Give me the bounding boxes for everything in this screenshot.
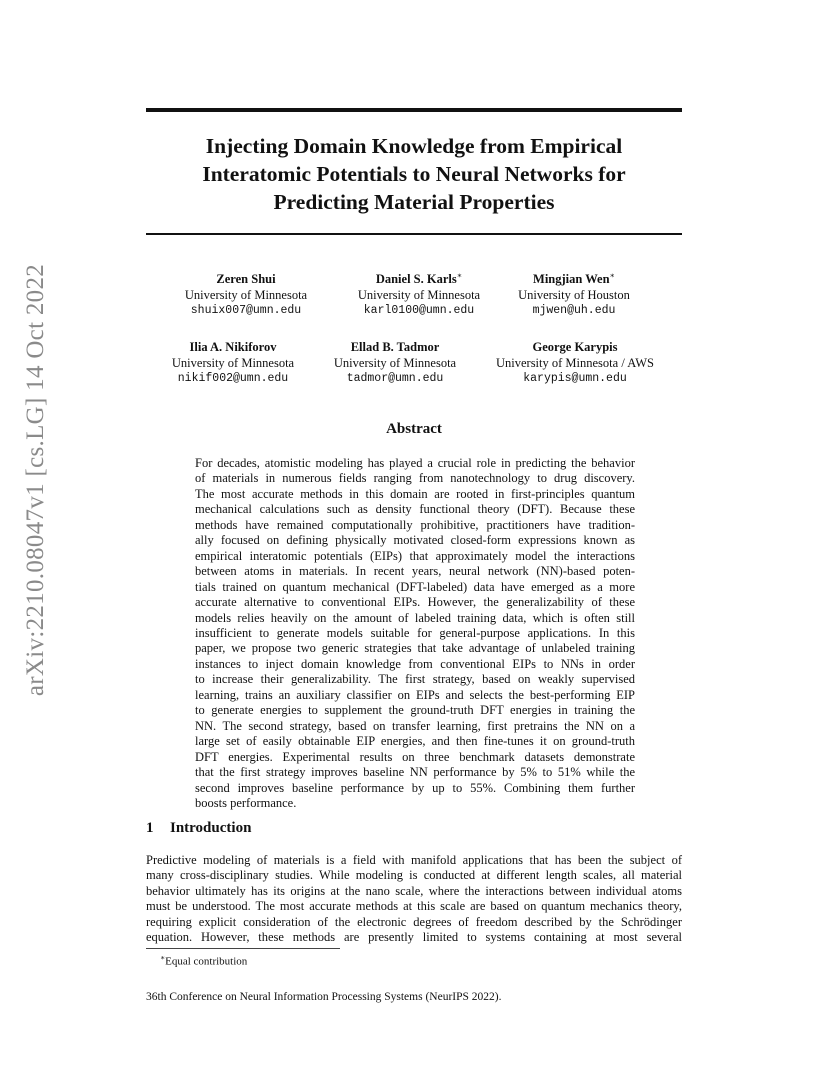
intro-line: Predictive modeling of materials is a field with manifold applications that has been the subject of	[146, 853, 682, 867]
abstract-line: For decades, atomistic modeling has played a crucial role in predicting the behavior	[195, 456, 635, 470]
arxiv-identifier-text: arXiv:2210.08047v1 [cs.LG] 14 Oct 2022	[22, 263, 50, 697]
author-email: tadmor@umn.edu	[346, 372, 444, 386]
intro-line: many cross-disciplinary studies. While modeling is conducted at different length scales, all material	[146, 868, 682, 883]
abstract-line: to generate energies to supplement the ground-truth DFT energies in training the	[195, 703, 635, 718]
abstract-line: ally focused on defining physically motivated closed-form expressions known as	[195, 533, 635, 548]
abstract-line: mechanical calculations such as density functional theory (DFT). Because these	[195, 502, 635, 517]
section-title: Introduction	[170, 820, 252, 836]
author-name: Mingjian Wen	[533, 272, 610, 287]
abstract-line: NN. The second strategy, based on transfer learning, first pretrains the NN on a	[195, 718, 635, 733]
author-name: Daniel S. Karls	[375, 272, 457, 287]
author-card	[295, 336, 495, 387]
abstract-line: tials trained on quantum mechanical (DFT-labeled) data have emerged as a more	[195, 579, 635, 594]
title-top-rule	[146, 108, 682, 112]
title-line: Interatomic Potentials to Neural Networks for	[202, 162, 626, 186]
intro-line: behavior ultimately has its origins at the nano scale, where the interactions between individual atoms	[146, 883, 682, 898]
abstract-line: instances to inject domain knowledge from conventional EIPs to NNs in order	[195, 656, 635, 671]
abstract-line: boosts performance.	[195, 795, 297, 810]
abstract-line: DFT energies. Experimental results on three benchmark datasets demonstrate	[195, 749, 635, 764]
author-footnote-mark: ∗	[609, 271, 615, 280]
abstract-line: large set of easily obtainable EIP energies, and then fine-tunes it on ground-truth	[195, 734, 635, 749]
arxiv-identifier	[16, 263, 56, 697]
author-card	[474, 268, 674, 319]
abstract-line: learning, trains an auxiliary classifier on EIPs and selects the best-performing EIP	[195, 687, 635, 702]
author-name: Zeren Shui	[216, 272, 276, 287]
section-heading	[146, 820, 251, 837]
conference-note: 36th Conference on Neural Information Processing Systems (NeurIPS 2022).	[146, 991, 502, 1003]
abstract-line: that the first strategy improves baseline NN performance by 5% to 51% while the	[195, 765, 635, 780]
author-card	[475, 336, 675, 387]
abstract-body	[195, 456, 635, 811]
abstract-line: insufficient to generate models suitable for general-purpose applications. In this	[195, 625, 635, 640]
abstract-line: methods have remained computationally prohibitive, practitioners have tradition-	[195, 517, 635, 532]
intro-line: must be understood. The most accurate methods at this scale are based on quantum mechanics theory,	[146, 899, 682, 914]
abstract-line: second improves baseline performance by up to 55%. Combining them further	[195, 780, 635, 795]
author-affiliation: University of Houston	[518, 287, 630, 302]
footnote-rule	[146, 948, 340, 949]
abstract-line: between atoms in materials. In recent years, neural network (NN)-based poten-	[195, 564, 635, 579]
author-affiliation: University of Minnesota / AWS	[495, 355, 654, 370]
title-line: Injecting Domain Knowledge from Empirical	[205, 134, 623, 158]
abstract-line: to increase their generalizability. The first strategy, based on weakly supervised	[195, 672, 635, 687]
footnote	[160, 953, 247, 968]
author-email: nikif002@umn.edu	[177, 372, 289, 386]
abstract-line: accurate alternative to conventional EIPs. However, the generalizability of these	[195, 595, 635, 610]
abstract-line: models relies heavily on the amount of labeled training data, which is often still	[195, 610, 635, 625]
introduction-body	[146, 853, 682, 946]
intro-line: requiring explicit consideration of the electronic degrees of freedom described by the Schrödinger	[146, 914, 682, 929]
footnote-mark: ∗	[160, 953, 166, 962]
intro-line: equation. However, these methods are presently limited to systems containing at most several	[146, 930, 682, 945]
author-name: Ilia A. Nikiforov	[189, 340, 277, 355]
author-email: mjwen@uh.edu	[532, 304, 616, 318]
author-affiliation: University of Minnesota	[357, 287, 481, 302]
abstract-heading: Abstract	[386, 421, 442, 437]
author-email: karl0100@umn.edu	[363, 304, 475, 318]
author-email: shuix007@umn.edu	[190, 304, 302, 318]
title-bottom-rule	[146, 233, 682, 235]
author-footnote-mark: ∗	[456, 271, 463, 280]
abstract-line: The most accurate methods in this domain are rooted in first-principles quantum	[195, 486, 635, 501]
section-number: 1	[146, 820, 154, 836]
author-name: George Karypis	[532, 340, 618, 355]
title-line: Predicting Material Properties	[273, 190, 555, 214]
abstract-line: of materials in numerous fields ranging from nanotechnology to drug discovery.	[195, 471, 635, 486]
author-name: Ellad B. Tadmor	[350, 340, 440, 355]
author-affiliation: University of Minnesota	[333, 355, 457, 370]
author-affiliation: University of Minnesota	[171, 355, 295, 370]
author-card	[146, 268, 346, 319]
abstract-line: empirical interatomic potentials (EIPs) that approximately model the interactions	[195, 548, 635, 563]
abstract-line: paper, we propose two generic strategies that take advantage of unlabeled training	[195, 641, 635, 656]
author-email: karypis@umn.edu	[523, 372, 627, 386]
paper-title	[146, 132, 682, 216]
author-affiliation: University of Minnesota	[184, 287, 308, 302]
footnote-text: Equal contribution	[165, 955, 248, 968]
